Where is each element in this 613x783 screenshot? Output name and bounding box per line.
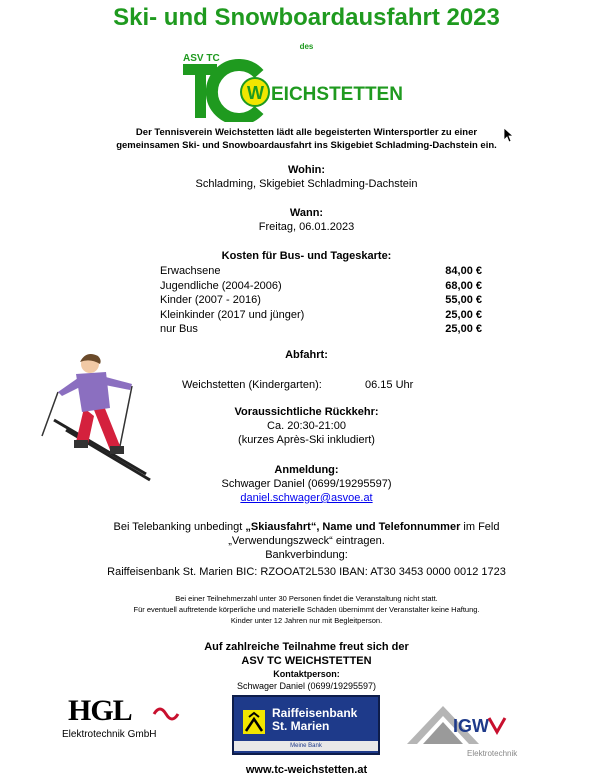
wohin-heading: Wohin: <box>287 164 326 176</box>
raiffeisen-location: St. Marien <box>272 719 330 733</box>
anmeldung-contact: Schwager Daniel (0699/19295597) <box>221 478 392 490</box>
telebanking-line-2: „Verwendungszweck“ eintragen. <box>228 535 385 547</box>
logo-small-text: ASV TC <box>183 53 220 64</box>
sponsor-hgl <box>62 694 188 745</box>
hgl-sub: Elektrotechnik GmbH <box>62 729 157 740</box>
hgl-logo-text: HGL <box>68 694 132 727</box>
subtitle-des: des <box>299 42 314 51</box>
telebanking-line-1: Bei Telebanking unbedingt „Skiausfahrt“, Name und Telefonnummer im Feld <box>113 521 500 533</box>
raiffeisen-name: Raiffeisenbank <box>272 706 358 720</box>
raiffeisen-slogan: Meine Bank <box>234 741 378 751</box>
price-row: Erwachsene 84,00 € <box>160 265 482 277</box>
rueckkehr-note: (kurzes Après-Ski inkludiert) <box>238 434 375 446</box>
logo-big-text: EICHSTETTEN <box>271 84 403 105</box>
price-row: Jugendliche (2004-2006) 68,00 € <box>160 279 482 292</box>
closing-line-1: Auf zahlreiche Teilnahme freut sich der <box>204 641 409 653</box>
price-list <box>160 264 482 337</box>
igw-sub: Elektrotechnik <box>467 749 518 758</box>
rueckkehr-heading: Voraussichtliche Rückkehr: <box>234 406 379 418</box>
price-row: nur Bus 25,00 € <box>160 323 482 335</box>
igw-logo-graphic <box>405 700 515 746</box>
abfahrt-heading: Abfahrt: <box>285 349 328 361</box>
igw-logo-text: IGW <box>453 716 489 736</box>
website-link[interactable]: www.tc-weichstetten.at <box>245 764 368 776</box>
rueckkehr-time: Ca. 20:30-21:00 <box>267 420 346 432</box>
kontakt-person: Schwager Daniel (0699/19295597) <box>236 681 377 691</box>
intro-line-1: Der Tennisverein Weichstetten lädt alle begeisterten Wintersportler zu einer <box>135 127 478 138</box>
wann-text: Freitag, 06.01.2023 <box>258 221 355 233</box>
wann-heading: Wann: <box>289 207 324 219</box>
note-line: Kinder unter 12 Jahren nur mit Begleitperson. <box>230 616 383 625</box>
price-row: Kleinkinder (2017 und jünger) 25,00 € <box>160 308 482 321</box>
closing-line-2: ASV TC WEICHSTETTEN <box>241 655 372 667</box>
hgl-wave-icon <box>152 703 184 725</box>
anmeldung-email-wrap <box>0 492 613 504</box>
note-line: Bei einer Teilnehmerzahl unter 30 Personen findet die Veranstaltung nicht statt. <box>175 594 438 603</box>
kosten-heading: Kosten für Bus- und Tageskarte: <box>221 250 392 262</box>
bankverbindung-label: Bankverbindung: <box>265 549 348 561</box>
email-link[interactable]: daniel.schwager@asvoe.at <box>240 492 373 504</box>
kontakt-label: Kontaktperson: <box>273 669 340 679</box>
mouse-cursor-icon <box>503 127 515 143</box>
svg-text:W: W <box>247 83 264 103</box>
anmeldung-heading: Anmeldung: <box>274 464 339 476</box>
intro-text <box>0 126 613 152</box>
page-title: Ski- und Snowboardausfahrt 2023 <box>113 4 500 31</box>
notes <box>0 593 613 626</box>
intro-line-2: gemeinsamen Ski- und Snowboardausfahrt ins Skigebiet Schladming-Dachstein ein. <box>116 140 497 151</box>
note-line: Für eventuell auftretende körperliche und materielle Schäden übernimmt der Veranstalter keine Haftung. <box>133 605 480 614</box>
sponsor-igw <box>405 700 518 758</box>
price-row: Kinder (2007 - 2016) 55,00 € <box>160 294 482 306</box>
bank-details: Raiffeisenbank St. Marien BIC: RZOOAT2L530 IBAN: AT30 3453 0000 0012 1723 <box>107 566 506 578</box>
abfahrt-place: Weichstetten (Kindergarten): <box>182 379 322 391</box>
wohin-text: Schladming, Skigebiet Schladming-Dachstein <box>195 178 418 190</box>
raiffeisen-gable-icon <box>240 707 268 737</box>
club-logo <box>183 50 443 122</box>
sponsor-raiffeisen <box>232 695 380 755</box>
abfahrt-time: 06.15 Uhr <box>365 379 414 391</box>
